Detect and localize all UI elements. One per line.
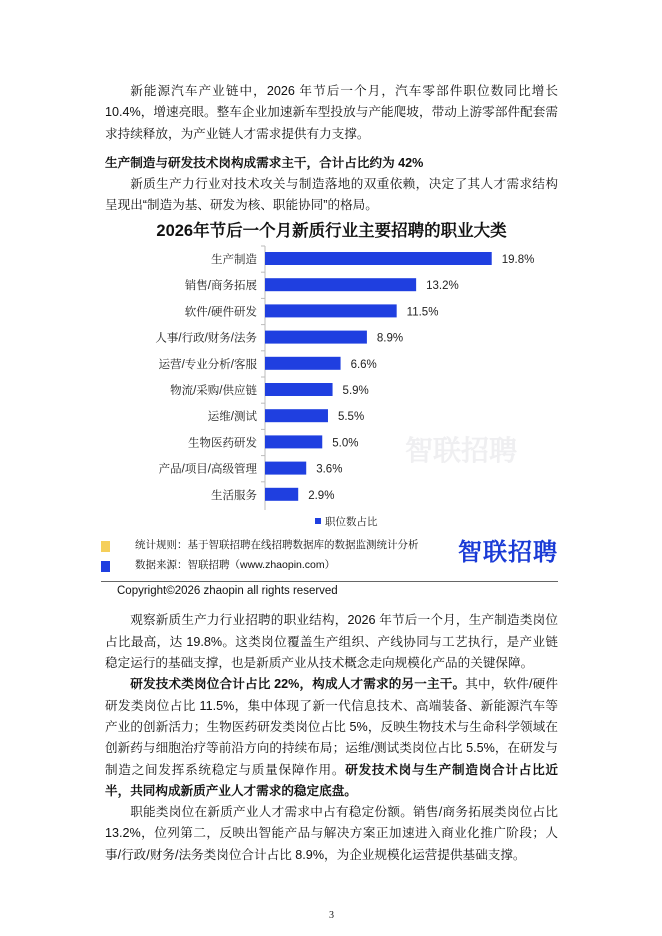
data-label: 19.8%: [501, 254, 535, 267]
bar: [265, 252, 492, 265]
category-label: 运营/专业分析/客服: [158, 359, 257, 372]
bar: [265, 410, 328, 423]
data-label: 5.0%: [332, 437, 359, 450]
bar: [265, 305, 397, 318]
zhaopin-logo: 智联招聘: [458, 539, 558, 567]
data-source-note: 数据来源：智联招聘（www.zhaopin.com）: [135, 559, 336, 572]
rule-legend-square: [101, 541, 110, 552]
paragraph-structure: 新质生产力行业对技术攻关与制造落地的双重依赖，决定了其人才需求结构呈现出“制造为基、研发为核、职能协同”的格局。: [105, 176, 558, 213]
data-label: 6.6%: [350, 359, 377, 372]
data-label: 5.9%: [342, 385, 369, 398]
paragraph-rd: [105, 674, 558, 802]
category-label: 物流/采购/供应链: [170, 385, 257, 398]
category-label: 生物医药研发: [188, 437, 257, 450]
bar: [265, 331, 367, 344]
bold-conclusion: 研发技术岗与生产制造岗合计占比近半，共同构成新质产业人才需求的稳定底盘。: [105, 762, 559, 798]
bar: [265, 357, 341, 370]
category-label: 生产制造: [211, 254, 257, 267]
bar: [265, 383, 333, 396]
category-label: 人事/行政/财务/法务: [155, 333, 257, 346]
data-label: 5.5%: [337, 411, 365, 424]
paragraph-manufacturing: 观察新质生产力行业招聘的职业结构，2026 年节后一个月，生产制造类岗位占比最高，达 19.8%。这类岗位覆盖生产组织、产线协同与工艺执行，是产业链稳定运行的基础支撑，也是新质产业从技术概念走向规模化产品的关键保障。: [105, 613, 558, 671]
source-legend-square: [101, 561, 110, 572]
bar: [265, 462, 306, 475]
bold-lead: 研发技术类岗位合计占比 22%，构成人才需求的另一主干。: [130, 677, 466, 692]
category-label: 生活服务: [211, 490, 257, 503]
data-label: 8.9%: [376, 333, 404, 346]
chart-notes: [105, 533, 558, 581]
section-heading: 生产制造与研发技术岗构成需求主干，合计占比约为 42%: [105, 155, 424, 170]
page-number: 3: [329, 910, 334, 922]
data-label: 2.9%: [308, 490, 335, 503]
category-label: 产品/项目/高级管理: [158, 464, 257, 477]
body-text: 其中，软件/硬件研发类岗位占比 11.5%，集中体现了新一代信息技术、高端装备、新能源汽车等产业的创新活力；生物医药研发类岗位占比 5%，反映生物技术与生命科学领域在创新药与细胞治疗等前沿方向的持续布局；运维/测试类岗位占比 5.5%，在研发与制造之间发挥系统稳定与质量保障作用。: [105, 677, 558, 777]
category-label: 运维/测试: [207, 411, 257, 424]
chart-title: 2026年节后一个月新质行业主要招聘的职业大类: [156, 222, 507, 241]
watermark: 智联招聘: [405, 435, 518, 467]
bar: [265, 279, 416, 292]
bar: [265, 488, 298, 501]
copyright: Copyright©2026 zhaopin all rights reserved: [117, 585, 338, 598]
chart-area: [105, 244, 558, 529]
category-label: 软件/硬件研发: [184, 306, 257, 319]
data-label: 13.2%: [426, 280, 459, 293]
paragraph-functional: 职能类岗位在新质产业人才需求中占有稳定份额。销售/商务拓展类岗位占比 13.2%，位列第二，反映出智能产品与解决方案正加速进入商业化推广阶段；人事/行政/财务/法务类岗位合计占比 8.9%，为企业规模化运营提供基础支撑。: [105, 805, 558, 862]
paragraph-auto-parts: 新能源汽车产业链中，2026 年节后一个月，汽车零部件职位数同比增长 10.4%，增速亮眼。整车企业加速新车型投放与产能爬坡，带动上游零部件配套需求持续释放，为产业链人才需求提供有力支撑。: [105, 84, 558, 141]
stat-rule-note: 统计规则：基于智联招聘在线招聘数据库的数据监测统计分析: [135, 539, 419, 552]
bar: [265, 436, 322, 449]
legend-label: 职位数占比: [325, 516, 378, 529]
data-label: 11.5%: [406, 306, 439, 319]
data-label: 3.6%: [316, 464, 343, 477]
bar-chart: [105, 244, 565, 529]
category-label: 销售/商务拓展: [184, 280, 257, 293]
legend-swatch: [315, 518, 321, 524]
page-column: [105, 81, 558, 921]
